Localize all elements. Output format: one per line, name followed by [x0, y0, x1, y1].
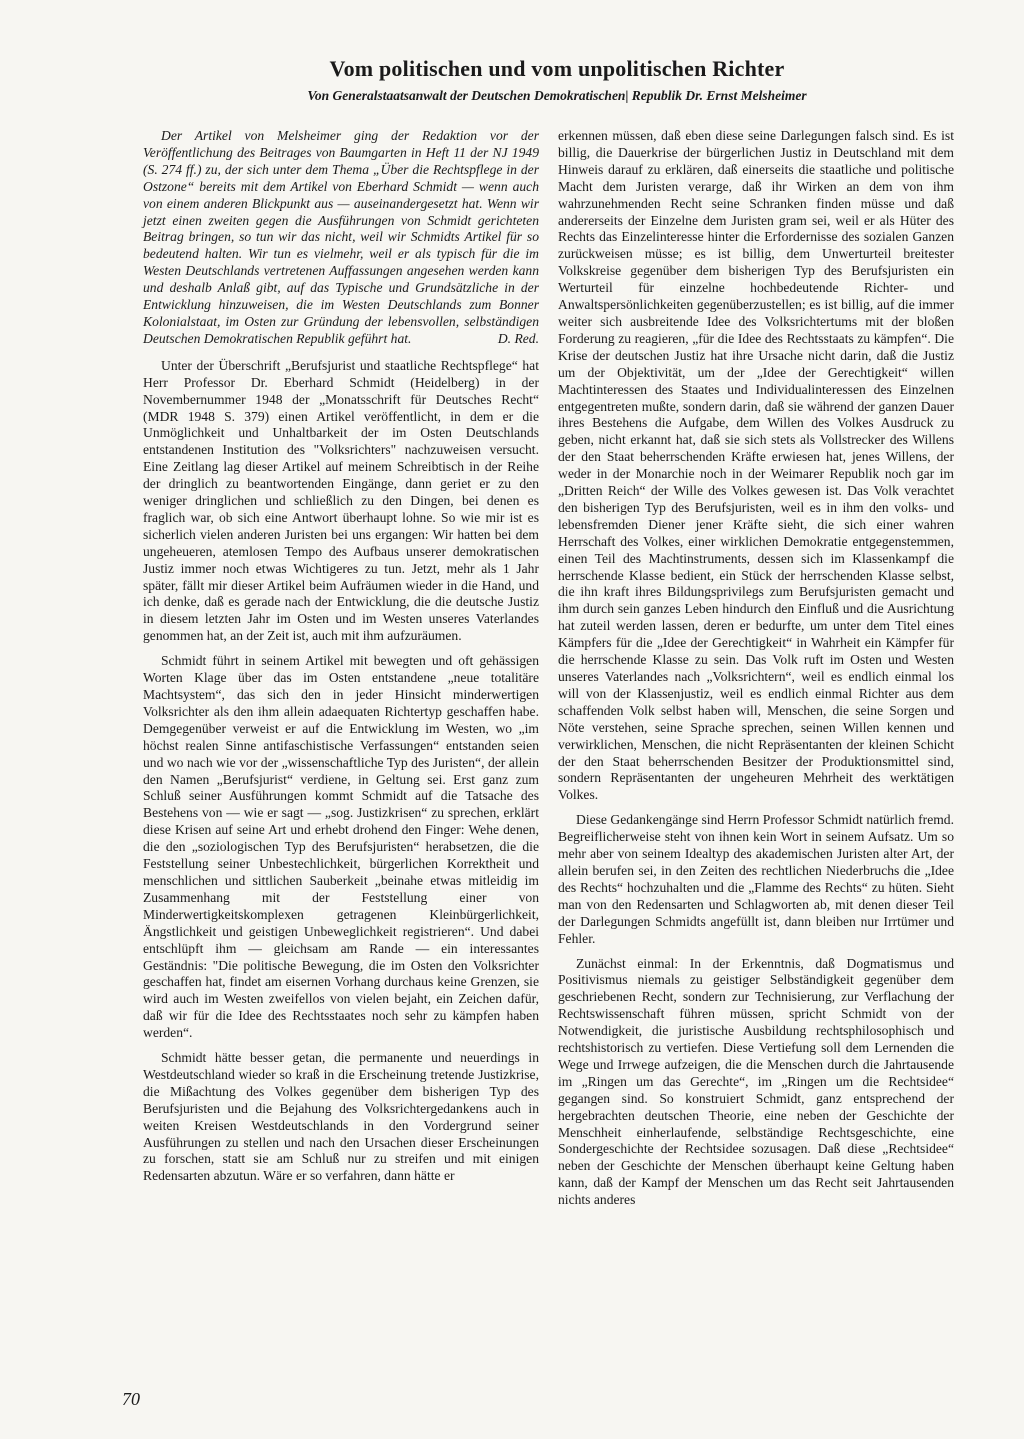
- editorial-signature: D. Red.: [497, 330, 539, 346]
- right-column: [558, 128, 954, 1209]
- paragraph: erkennen müssen, daß eben diese seine Darlegungen falsch sind. Es ist billig, die Dauerkrise der bürgerlichen Justiz in Deutschland mit dem Hinweis darauf zu erklären, daß einerseits die staatliche und politische Macht dem Juristen verarge, daß ihr Wirken an dem von ihm wahrzunehmenden Recht seine Schranken finden müsse und daß andererseits der Einzelne dem Juristen gram sei, weil er als Hüter des Rechts das Einzelinteresse hinter die Erfordernisse des sozialen Ganzen zurückweisen müsse; es ist billig, dem Unwerturteil breitester Volkskreise gegenüber dem bisherigen Typ des Berufsjuristen ein Werturteil für einzelne hochbedeutende Richter- und Anwaltspersönlichkeiten gegenüberzustellen; es ist billig, auf die immer weiter sich ausbreitende Idee des Volksrichtertums mit der bloßen Forderung zu reagieren, „für die Idee des Rechtsstaats zu kämpfen“. Die Krise der deutschen Justiz hat ihre Ursache nicht darin, daß die Justiz um der Objektivität, um der „Idee der Gerechtigkeit“ willen Machtinteressen des Staates und Individualinteressen des Einzelnen entgegentreten mußte, sondern darin, daß sie während der ganzen Dauer ihres Bestehens die Aufgabe, dem Willen des Volkes Ausdruck zu geben, nicht erkannt hat, daß sie sich stets als Vollstrecker des Willens der den Staat beherrschenden Kräfte erwiesen hat, jenes Willens, der weder in der Monarchie noch in der Weimarer Republik noch gar im „Dritten Reich“ der Wille des Volkes gewesen ist. Das Volk verachtet den bisherigen Typ des Berufsjuristen, weil es in ihm den volks- und lebensfremden Diener jener Kräfte sieht, die sich einer wahren Herrschaft des Volkes, einer wirklichen Demokratie entgegenstemmen, einen Teil des Machtinstruments, dessen sich im Klassenkampf die herrschende Klasse bedient, ein Stück der herrschenden Klasse selbst, die ihn kraft ihres Bildungsprivilegs zum Berufsjuristen gemacht und ihm durch sein ganzes Leben hindurch den Einfluß und die Ausrichtung hat zuteil werden lassen, deren er bedurfte, um unter dem Titel eines Kämpfers für die „Idee der Gerechtigkeit“ in Wahrheit ein Kämpfer für die herrschende Klasse zu sein. Das Volk ruft im Osten und Westen unseres Vaterlandes nach „Volksrichtern“, weil es endlich einmal los will von der Klassenjustiz, weil es endlich einmal Richter aus dem schaffenden Volk selbst haben will, Menschen, die seine Sorgen und Nöte verstehen, seine Sprache sprechen, seinen Willen kennen und verwirklichen, Menschen, die nicht Repräsentanten der kleinen Schicht der den Staat beherrschenden Besitzer der Produktionsmittel sind, sondern Repräsentanten der ungeheuren Mehrheit des werktätigen Volkes.: [558, 128, 954, 803]
- left-column: [143, 128, 539, 1185]
- paragraph: Schmidt führt in seinem Artikel mit bewegten und oft gehässigen Worten Klage über das im Osten entstandene „neue totalitäre Machtsystem“, das sich den in jeder Hinsicht minderwertigen Volksrichter als den ihm allein adaequaten Richtertyp geschaffen habe. Demgegenüber verweist er auf die Entwicklung im Westen, wo „im höchst realen Sinne antifaschistische Verfassungen“ entstanden seien und wo nach wie vor der „wissenschaftliche Typ des Juristen“, der allein den Namen „Berufsjurist“ verdiene, in Geltung sei. Erst ganz zum Schluß seiner Ausführungen kommt Schmidt auf die Tatsache des Bestehens von — wie er sagt — „sog. Justizkrisen“ zu sprechen, erklärt diese Krisen auf seine Art und erhebt drohend den Finger: Wehe denen, die den „soziologischen Typ des Berufsjuristen“ herabsetzen, die die Feststellung seiner Unbestechlichkeit, bürgerlichen Korrektheit und menschlichen und sittlichen Sauberkeit „beinahe etwas mitleidig im Zusammenhang mit der Feststellung einer von Minderwertigkeitskomplexen getragenen Kleinbürgerlichkeit, Ängstlichkeit und geistigen Unbeweglichkeit registrieren“. Und dabei entschlüpft ihm — gleichsam am Rande — ein interessantes Geständnis: "Die politische Bewegung, die im Osten den Volksrichter geschaffen hat, findet am eisernen Vorhang durchaus keine Grenzen, sie wird auch im Westen zweifellos von vielen bejaht, ein Zeichen dafür, daß wir für die Idee des Rechtsstaates noch sehr zu kämpfen haben werden“.: [143, 653, 539, 1041]
- page-number: 70: [122, 1389, 140, 1409]
- article-byline: Von Generalstaatsanwalt der Deutschen Demokratischen| Republik Dr. Ernst Melsheimer: [307, 88, 807, 103]
- editorial-note-text: Der Artikel von Melsheimer ging der Redaktion vor der Veröffentlichung des Beitrages von Baumgarten in Heft 11 der NJ 1949 (S. 274 ff.) zu, der sich unter dem Thema „Über die Rechtspflege in der Ostzone“ bereits mit dem Artikel von Eberhard Schmidt — wenn auch von einem anderen Blickpunkt aus — auseinandergesetzt hat. Wenn wir jetzt einen zweiten gegen die Ausführungen von Schmidt gerichteten Beitrag bringen, so tun wir das nicht, weil wir Schmidts Artikel für so bedeutend halten. Wir tun es vielmehr, weil er als typisch für die im Westen Deutschlands vertretenen Auffassungen angesehen werden kann und deshalb Anlaß gibt, auf das Typische und Grundsätzliche in der Entwicklung hinzuweisen, die im Westen Deutschlands zum Bonner Kolonialstaat, im Osten zur Gründung der lebensvollen, selbständigen Deutschen Demokratischen Republik geführt hat.: [143, 128, 539, 346]
- paragraph: Unter der Überschrift „Berufsjurist und staatliche Rechtspflege“ hat Herr Professor Dr. Eberhard Schmidt (Heidelberg) in der Novembernummer 1948 der „Monatsschrift für Deutsches Recht“ (MDR 1948 S. 379) einen Artikel veröffentlicht, in dem er die Unmöglichkeit und Unhaltbarkeit der im Osten Deutschlands entstandenen Institution des "Volksrichters" nachzuweisen versucht. Eine Zeitlang lag dieser Artikel auf meinem Schreibtisch in der Reihe der dringlich zu beantwortenden Eingänge, dann geriet er zu den weniger dringlichen und schließlich zu den Dingen, bei denen es fraglich war, ob sich eine Antwort überhaupt lohne. So wie mir ist es sicherlich vielen anderen Juristen bei uns ergangen: Wir hatten bei dem ungeheueren, atemlosen Tempo des Aufbaus unserer demokratischen Justiz immer noch etwas Wichtigeres zu tun. Jetzt, mehr als 1 Jahr später, fällt mir dieser Artikel beim Aufräumen wieder in die Hand, und ich denke, daß es gerade nach der Entwicklung, die die deutsche Justiz in diesem letzten Jahr im Osten und im Westen unseres Vaterlandes genommen hat, an der Zeit ist, auch mit ihm aufzuräumen.: [143, 357, 539, 644]
- editorial-note: [143, 128, 539, 348]
- paragraph: Zunächst einmal: In der Erkenntnis, daß Dogmatismus und Positivismus niemals zu geistiger Selbständigkeit gegenüber dem geschriebenen Recht, sondern zur Technisierung, zur Verflachung der Rechtswissenschaft führen müssen, spricht Schmidt von der Notwendigkeit, die juristische Ausbildung rechtsphilosophisch und rechtshistorisch zu vertiefen. Diese Vertiefung soll dem Lernenden die Wege und Irrwege aufzeigen, die die Menschen durch die Jahrtausende im „Ringen um das Gerechte“, im „Ringen um die Rechtsidee“ gegangen sind. So konstruiert Schmidt, ganz entsprechend der hergebrachten deutschen Theorie, eine neben der Geschichte der Menschheit einherlaufende, selbständige Rechtsgeschichte, eine Sondergeschichte der Rechtsidee sozusagen. Daß diese „Rechtsidee“ neben der Geschichte der Menschen überhaupt keine Geltung haben kann, daß der Kampf der Menschen um das Recht seit Jahrtausenden nichts anderes: [558, 955, 954, 1208]
- paragraph: Diese Gedankengänge sind Herrn Professor Schmidt natürlich fremd. Begreiflicherweise steht von ihnen kein Wort in seinem Aufsatz. Um so mehr aber von seinem Idealtyp des akademischen Juristen alter Art, der allein berufen sei, in den Zeiten des rechtlichen Niederbruchs die „Idee des Rechts“ hochzuhalten und die „Flamme des Rechts“ zu hüten. Sieht man von den Redensarten und Schlagworten ab, mit denen dieser Teil der Darlegungen Schmidts angefüllt ist, dann bleiben nur Irrtümer und Fehler.: [558, 812, 954, 946]
- paragraph: Schmidt hätte besser getan, die permanente und neuerdings in Westdeutschland wieder so kraß in die Erscheinung tretende Justizkrise, die Mißachtung des Volkes gegenüber dem bisherigen Typ des Berufsjuristen und die Bejahung des Volksrichtergedankens auch in weiten Kreisen Westdeutschlands in den Vordergrund seiner Ausführungen zu stellen und nach den Ursachen dieser Erscheinungen zu forschen, statt sie am Schluß nur zu streifen und mit einigen Redensarten abzutun. Wäre er so verfahren, dann hätte er: [143, 1050, 539, 1184]
- article-title: Vom politischen und vom unpolitischen Richter: [329, 56, 785, 81]
